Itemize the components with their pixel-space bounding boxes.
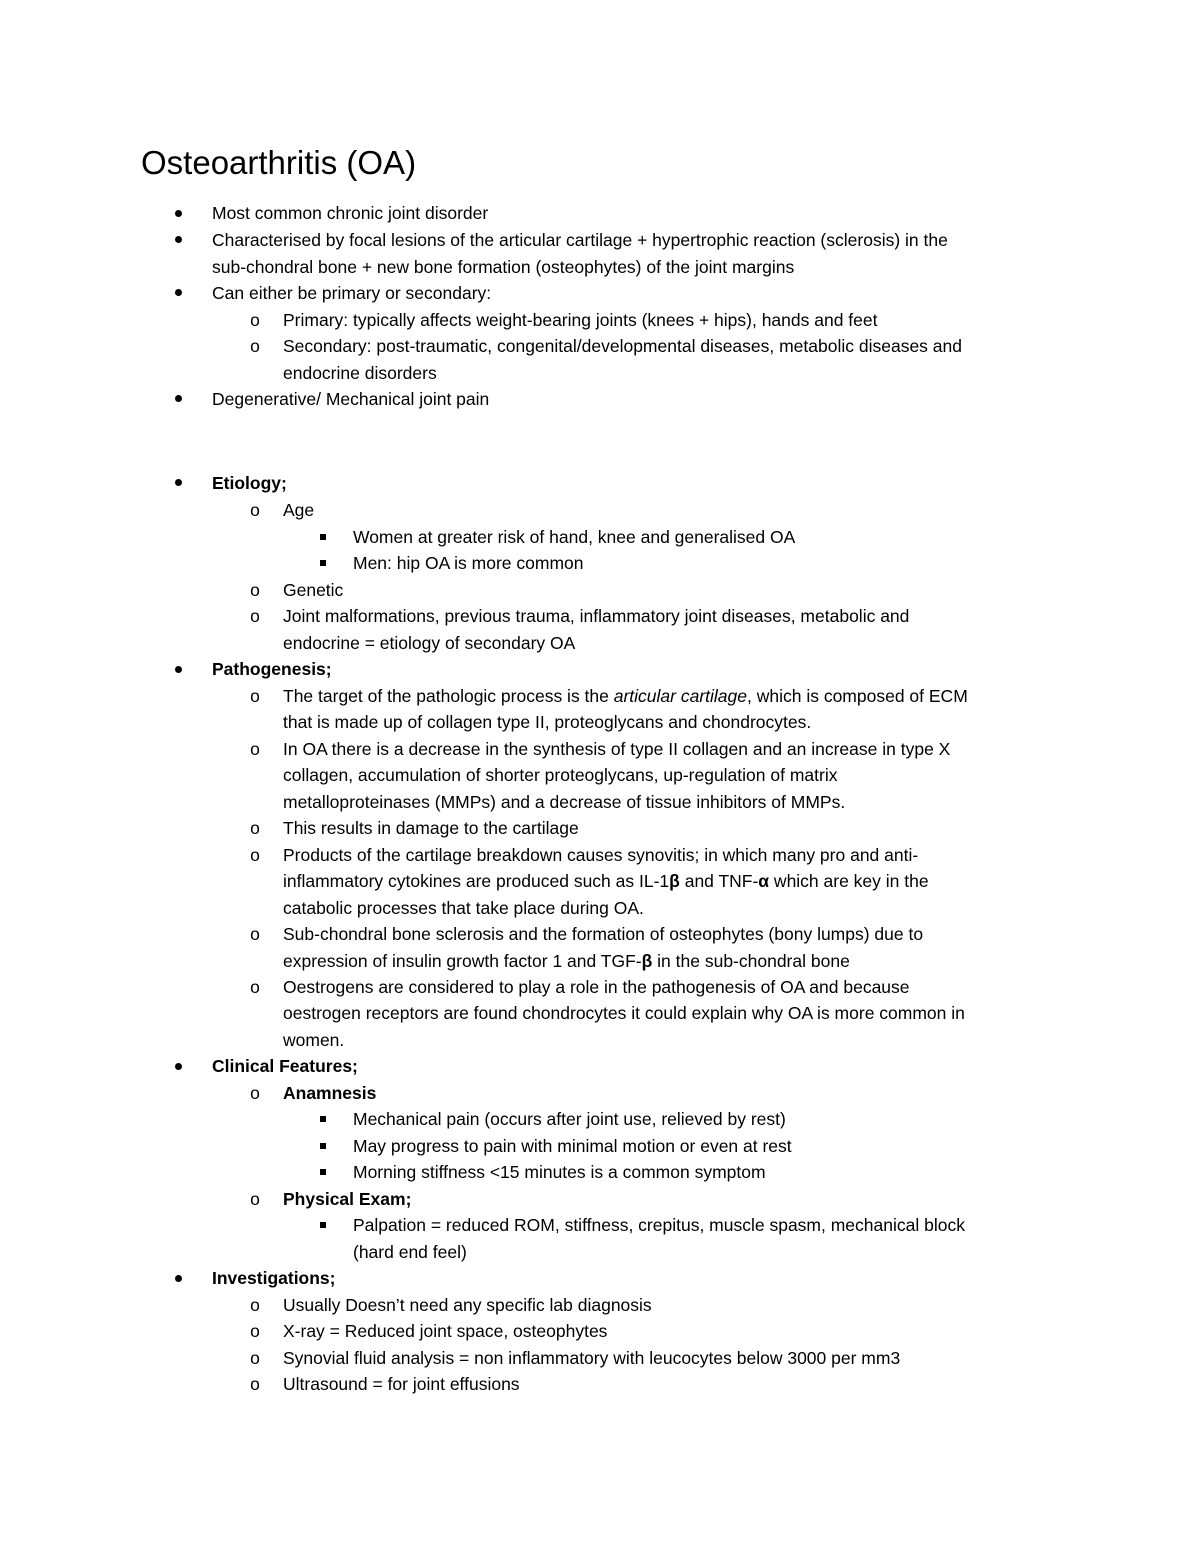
list-item: In OA there is a decrease in the synthesis of type II collagen and an increase in type X [283, 739, 951, 759]
bullet [175, 395, 182, 402]
text-run: , which is composed of ECM [747, 686, 968, 706]
list-item: X-ray = Reduced joint space, osteophytes [283, 1321, 608, 1341]
text-run: expression of insulin growth factor 1 and TGF- [283, 951, 642, 971]
sub-bullet: o [250, 1374, 260, 1394]
bullet [175, 1063, 182, 1070]
list-item: Synovial fluid analysis = non inflammatory with leucocytes below 3000 per mm3 [283, 1348, 901, 1368]
list-item: Palpation = reduced ROM, stiffness, crepitus, muscle spasm, mechanical block [353, 1215, 965, 1235]
list-item-continuation: sub-chondral bone + new bone formation (osteophytes) of the joint margins [212, 257, 795, 277]
text-run: which are key in the [769, 871, 929, 891]
list-item: May progress to pain with minimal motion or even at rest [353, 1136, 792, 1156]
sub-bullet: o [250, 818, 260, 838]
emphasis-text: articular cartilage [613, 686, 747, 706]
sub-bullet: o [250, 924, 260, 944]
list-item: Ultrasound = for joint effusions [283, 1374, 520, 1394]
square-bullet [320, 1116, 326, 1122]
sub-bullet: o [250, 500, 260, 520]
list-item: Can either be primary or secondary: [212, 283, 492, 303]
list-item: Most common chronic joint disorder [212, 203, 489, 223]
list-item-continuation: (hard end feel) [353, 1242, 467, 1262]
sub-bullet: o [250, 310, 260, 330]
text-run: in the sub-chondral bone [652, 951, 850, 971]
subheading-anamnesis: Anamnesis [283, 1083, 377, 1103]
text-run: and TNF- [679, 871, 759, 891]
list-item: Oestrogens are considered to play a role in the pathogenesis of OA and because [283, 977, 910, 997]
section-heading-clinical-features: Clinical Features; [212, 1056, 358, 1076]
section-heading-etiology: Etiology; [212, 473, 287, 493]
list-item: Age [283, 500, 315, 520]
page-title: Osteoarthritis (OA) [141, 144, 417, 181]
list-item-continuation: endocrine = etiology of secondary OA [283, 633, 576, 653]
sub-bullet: o [250, 1083, 260, 1103]
list-item: Joint malformations, previous trauma, inflammatory joint diseases, metabolic and [283, 606, 910, 626]
greek-beta: β [669, 871, 680, 891]
text-run: inflammatory cytokines are produced such as IL-1 [283, 871, 670, 891]
list-item: Men: hip OA is more common [353, 553, 584, 573]
bullet [175, 210, 182, 217]
list-item: Sub-chondral bone sclerosis and the formation of osteophytes (bony lumps) due to [283, 924, 924, 944]
section-heading-investigations: Investigations; [212, 1268, 336, 1288]
bullet [175, 666, 182, 673]
square-bullet [320, 1222, 326, 1228]
greek-alpha: α [758, 871, 770, 891]
list-item: Genetic [283, 580, 344, 600]
list-item-continuation: collagen, accumulation of shorter proteoglycans, up-regulation of matrix [283, 765, 838, 785]
list-item: Primary: typically affects weight-bearing joints (knees + hips), hands and feet [283, 310, 878, 330]
list-item-continuation: women. [283, 1030, 345, 1050]
list-item: Morning stiffness <15 minutes is a common symptom [353, 1162, 766, 1182]
bullet [175, 1275, 182, 1282]
list-item-continuation [283, 868, 929, 894]
sub-bullet: o [250, 606, 260, 626]
list-item: Women at greater risk of hand, knee and generalised OA [353, 527, 796, 547]
list-item [283, 683, 968, 709]
bullet [175, 289, 182, 296]
list-item-continuation: that is made up of collagen type II, proteoglycans and chondrocytes. [283, 712, 812, 732]
square-bullet [320, 1169, 326, 1175]
greek-beta: β [641, 951, 653, 971]
list-item: Usually Doesn’t need any specific lab diagnosis [283, 1295, 652, 1315]
bullet [175, 236, 182, 243]
sub-bullet: o [250, 1295, 260, 1315]
list-item: Degenerative/ Mechanical joint pain [212, 389, 490, 409]
list-item: This results in damage to the cartilage [283, 818, 579, 838]
list-item-continuation: catabolic processes that take place during OA. [283, 898, 644, 918]
section-heading-pathogenesis: Pathogenesis; [212, 659, 332, 679]
list-item-continuation: oestrogen receptors are found chondrocytes it could explain why OA is more common in [283, 1003, 965, 1023]
sub-bullet: o [250, 845, 260, 865]
sub-bullet: o [250, 686, 260, 706]
sub-bullet: o [250, 1348, 260, 1368]
list-item: Characterised by focal lesions of the articular cartilage + hypertrophic reaction (sclerosis) in the [212, 230, 948, 250]
list-item-continuation: metalloproteinases (MMPs) and a decrease of tissue inhibitors of MMPs. [283, 792, 846, 812]
list-item-continuation: endocrine disorders [283, 363, 437, 383]
sub-bullet: o [250, 1189, 260, 1209]
subheading-physical-exam: Physical Exam; [283, 1189, 412, 1209]
sub-bullet: o [250, 336, 260, 356]
square-bullet [320, 560, 326, 566]
square-bullet [320, 1143, 326, 1149]
sub-bullet: o [250, 580, 260, 600]
sub-bullet: o [250, 739, 260, 759]
list-item: Products of the cartilage breakdown causes synovitis; in which many pro and anti- [283, 845, 919, 865]
list-item: Mechanical pain (occurs after joint use, relieved by rest) [353, 1109, 786, 1129]
bullet [175, 479, 182, 486]
list-item-continuation [283, 948, 850, 974]
sub-bullet: o [250, 977, 260, 997]
sub-bullet: o [250, 1321, 260, 1341]
square-bullet [320, 534, 326, 540]
list-item: Secondary: post-traumatic, congenital/developmental diseases, metabolic diseases and [283, 336, 962, 356]
text-run: The target of the pathologic process is the [283, 686, 614, 706]
